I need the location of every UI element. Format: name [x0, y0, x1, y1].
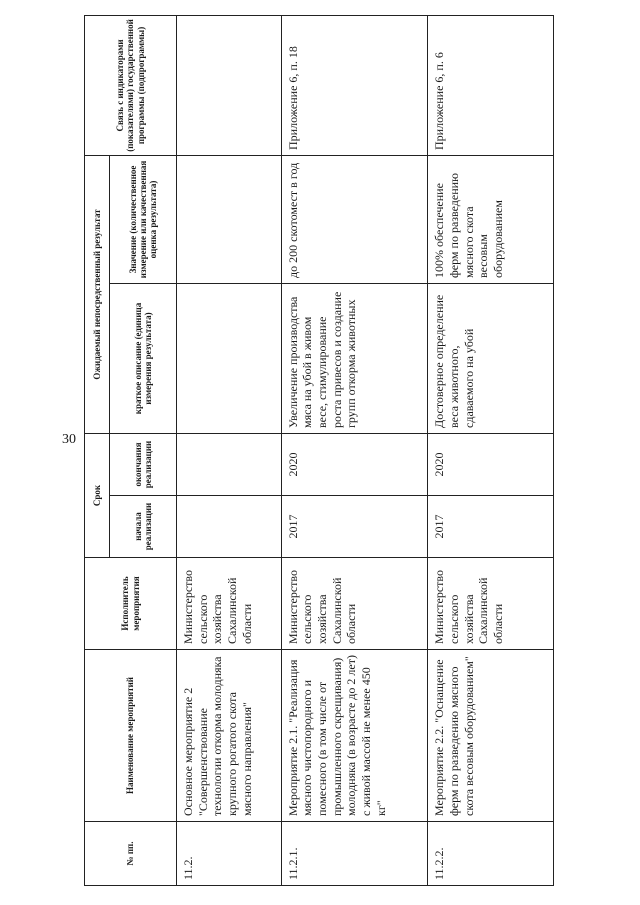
cell-link: Приложение 6, п. 6 — [428, 15, 554, 155]
measures-table — [84, 15, 554, 886]
cell-name: Мероприятие 2.1. "Реализация мясного чистопородного и помесного (в том числе от промышленного скрещивания) молодняка (в возрасте до 2 лет) с живой массой не менее 450 кг" — [281, 650, 428, 822]
header-term-end: окончания реализации — [110, 433, 177, 495]
cell-executor: Министерство сельского хозяйства Сахалинской области — [428, 558, 554, 650]
cell-value: 100% обеспечение ферм по разведению мясного скота весовым оборудованием — [428, 155, 554, 283]
header-link: Связь с индикаторами (показателями) государственной программы (подпрограммы) — [85, 15, 177, 155]
header-executor: Исполнитель мероприятия — [85, 558, 177, 650]
header-num: № пп. — [85, 822, 177, 886]
header-result: Ожидаемый непосредственный результат — [85, 155, 110, 433]
cell-value: до 200 скотомест в год — [281, 155, 428, 283]
header-term: Срок — [85, 433, 110, 557]
cell-desc — [177, 283, 282, 433]
table-row — [281, 15, 428, 885]
cell-start — [177, 496, 282, 558]
cell-desc: Достоверное определение веса животного, сдаваемого на убой — [428, 283, 554, 433]
header-result-value: Значение (количественное измерение или качественная оценка результата) — [110, 155, 177, 283]
cell-end — [177, 433, 282, 495]
header-result-desc: краткое описание (единица измерения результата) — [110, 283, 177, 433]
cell-value — [177, 155, 282, 283]
cell-num: 11.2.1. — [281, 822, 428, 886]
cell-start: 2017 — [281, 496, 428, 558]
page-number: 30 — [62, 432, 76, 447]
cell-executor: Министерство сельского хозяйства Сахалинской области — [281, 558, 428, 650]
table-row — [428, 15, 554, 885]
cell-executor: Министерство сельского хозяйства Сахалинской области — [177, 558, 282, 650]
header-name: Наименование мероприятий — [85, 650, 177, 822]
cell-link: Приложение 6, п. 18 — [281, 15, 428, 155]
cell-name: Мероприятие 2.2. "Оснащение ферм по разведению мясного скота весовым оборудованием" — [428, 650, 554, 822]
header-term-start: начала реализации — [110, 496, 177, 558]
rotated-table-wrapper — [84, 16, 554, 886]
cell-num: 11.2. — [177, 822, 282, 886]
cell-num: 11.2.2. — [428, 822, 554, 886]
table-row — [177, 15, 282, 885]
cell-name: Основное мероприятие 2 "Совершенствование технологии откорма молодняка крупного рогатого скота мясного направления" — [177, 650, 282, 822]
header-row-1 — [85, 15, 110, 885]
cell-desc: Увеличение производства мяса на убой в живом весе, стимулирование роста привесов и создание групп откорма животных — [281, 283, 428, 433]
cell-end: 2020 — [281, 433, 428, 495]
cell-end: 2020 — [428, 433, 554, 495]
cell-start: 2017 — [428, 496, 554, 558]
cell-link — [177, 15, 282, 155]
